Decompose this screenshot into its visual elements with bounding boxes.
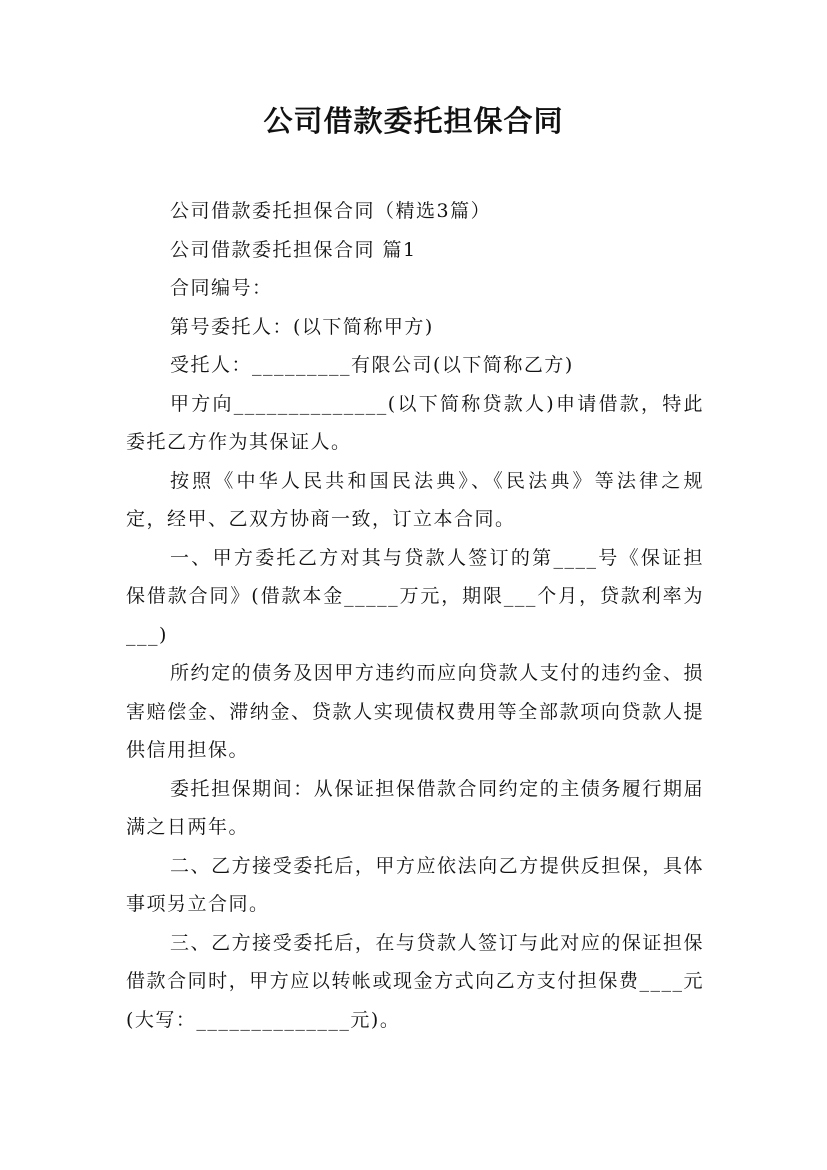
paragraph-principal: 第号委托人：(以下简称甲方) bbox=[170, 315, 434, 338]
paragraph-clause-2: 二、乙方接受委托后，甲方应依法向乙方提供反担保，具体事项另立合同。 bbox=[126, 854, 704, 915]
paragraph-guarantee-scope: 所约定的债务及因甲方违约而应向贷款人支付的违约金、损害赔偿金、滞纳金、贷款人实现债权费用等全部款项向贷款人提供信用担保。 bbox=[126, 662, 704, 761]
document-body bbox=[126, 192, 704, 1039]
paragraph-loan-request: 甲方向______________(以下简称贷款人)申请借款，特此委托乙方作为其保证人。 bbox=[126, 392, 704, 453]
paragraph-trustee: 受托人：_________有限公司(以下简称乙方) bbox=[170, 354, 574, 376]
paragraph-guarantee-period: 委托担保期间：从保证担保借款合同约定的主债务履行期届满之日两年。 bbox=[126, 777, 704, 838]
paragraph-contract-number: 合同编号： bbox=[170, 277, 273, 299]
paragraph-legal-basis: 按照《中华人民共和国民法典》、《民法典》等法律之规定，经甲、乙双方协商一致，订立本合同。 bbox=[126, 469, 704, 530]
paragraph-intro: 公司借款委托担保合同（精选3篇） bbox=[170, 200, 492, 222]
paragraph-clause-3: 三、乙方接受委托后，在与贷款人签订与此对应的保证担保借款合同时，甲方应以转帐或现金方式向乙方支付担保费____元(大写：______________元)。 bbox=[126, 931, 704, 1031]
paragraph-clause-1: 一、甲方委托乙方对其与贷款人签订的第____号《保证担保借款合同》(借款本金_____万元，期限___个月，贷款利率为___) bbox=[126, 546, 704, 646]
paragraph-section-heading: 公司借款委托担保合同 篇1 bbox=[170, 238, 417, 261]
document-title: 公司借款委托担保合同 bbox=[263, 104, 564, 138]
